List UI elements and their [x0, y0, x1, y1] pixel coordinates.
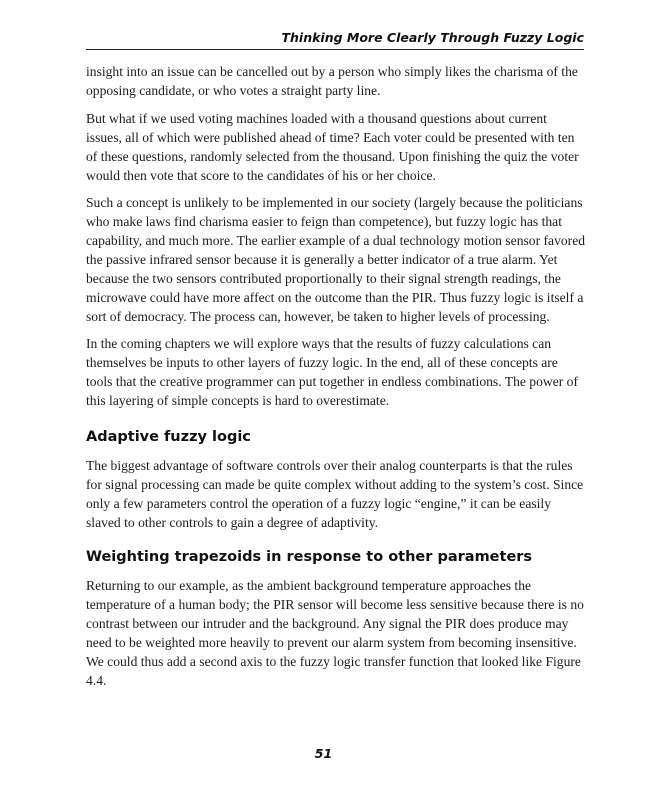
body-paragraph: Returning to our example, as the ambient background temperature approaches the temperature of a human body; the PIR sensor will become less sensitive because there is no contrast between our intruder and the background. Any signal the PIR does produce may need to be weighted more heavily to prevent our alarm system from becoming insensitive. We could thus add a second axis to the fuzzy logic transfer function that looked like Figure 4.4. [86, 578, 584, 688]
header-rule [86, 49, 584, 50]
running-header: Thinking More Clearly Through Fuzzy Logic [281, 30, 584, 45]
section-heading-adaptive-fuzzy-logic: Adaptive fuzzy logic [86, 429, 251, 445]
section-heading-weighting-trapezoids: Weighting trapezoids in response to other parameters [86, 549, 533, 565]
body-paragraph: Such a concept is unlikely to be implemented in our society (largely because the politicians who make laws find charisma easier to feign than competence), but fuzzy logic has that capability, and much more. The earlier example of a dual technology motion sensor favored the passive infrared sensor because it is generally a better indicator of a true alarm. Yet because the two sensors contributed proportionally to their signal strength readings, the microwave could have more affect on the outcome than the PIR. Thus fuzzy logic is itself a sort of democracy. The process can, however, be taken to higher levels of processing. [86, 195, 586, 324]
page-body [86, 62, 586, 698]
body-paragraph: But what if we used voting machines loaded with a thousand questions about current issues, all of which were published ahead of time? Each voter could be presented with ten of these questions, randomly selected from the thousand. Upon finishing the quiz the voter would then vote that score to the candidates of his or her choice. [86, 111, 579, 183]
body-paragraph: insight into an issue can be cancelled out by a person who simply likes the charisma of the opposing candidate, or who votes a straight party line. [86, 64, 578, 98]
body-paragraph: In the coming chapters we will explore ways that the results of fuzzy calculations can themselves be inputs to other layers of fuzzy logic. In the end, all of these concepts are tools that the creative programmer can put together in endless combinations. The power of this layering of simple concepts is hard to overestimate. [86, 336, 578, 408]
body-paragraph: The biggest advantage of software controls over their analog counterparts is that the rules for signal processing can made be quite complex without adding to the system’s cost. Since only a few parameters control the operation of a fuzzy logic “engine,” it can be easily slaved to other controls to gain a degree of adaptivity. [86, 458, 584, 530]
page-number: 51 [314, 746, 333, 761]
